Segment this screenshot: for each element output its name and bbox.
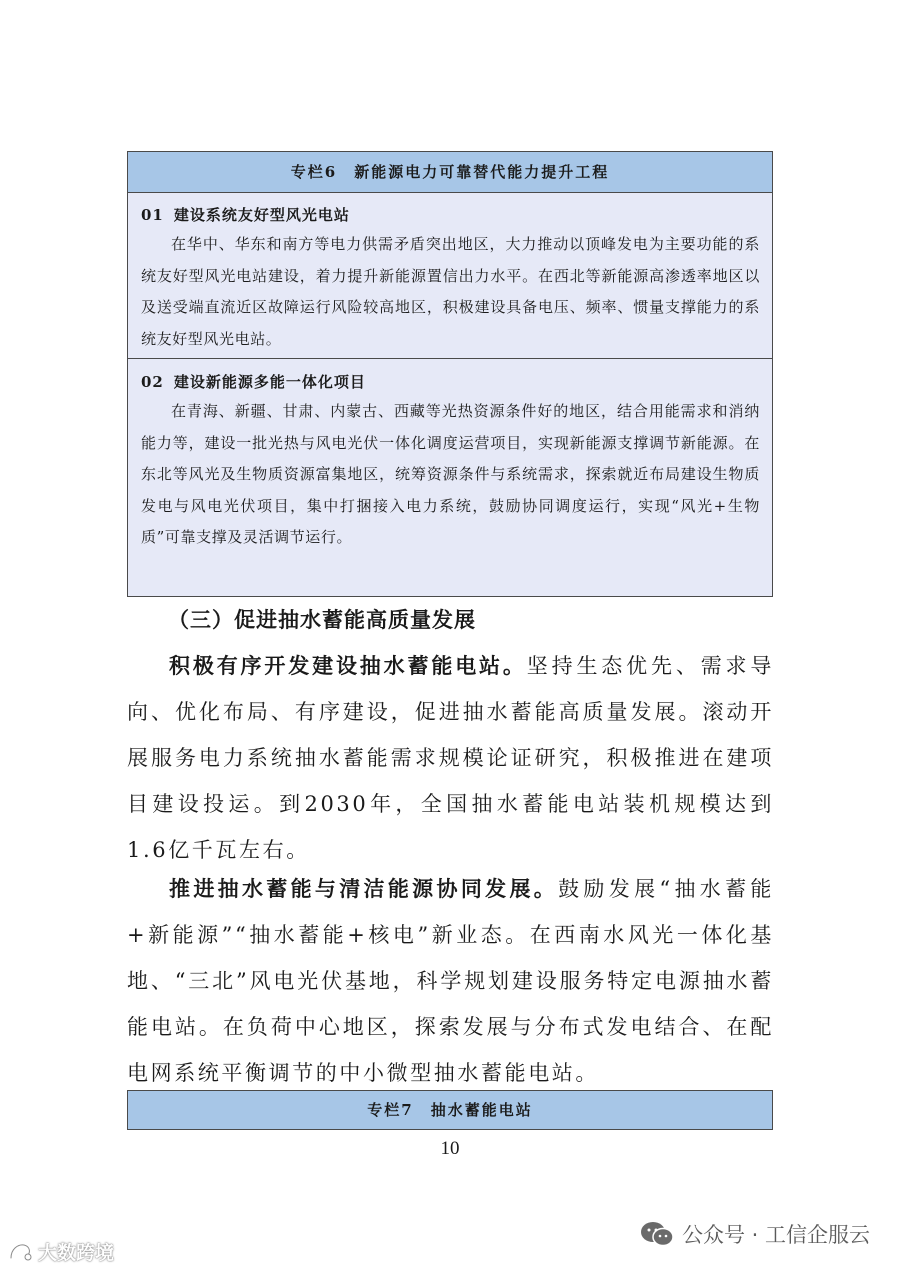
paragraph-2 (127, 866, 774, 1096)
section-number: 02 (141, 373, 164, 391)
paragraph-1 (127, 643, 774, 873)
section-body: 在青海、新疆、甘肃、内蒙古、西藏等光热资源条件好的地区，结合用能需求和消纳能力等，建设一批光热与风电光伏一体化调度运营项目，实现新能源支撑调节新能源。在东北等风光及生物质资源富集地区，统筹资源条件与系统需求，探索就近布局建设生物质发电与风电光伏项目，集中打捆接入电力系统，鼓励协同调度运行，实现“风光+生物质”可靠支撑及灵活调节运行。 (141, 402, 760, 546)
column-box-6 (127, 151, 773, 597)
section-title (141, 201, 760, 229)
paragraph-lead: 积极有序开发建设抽水蓄能电站。 (169, 654, 527, 678)
box6-section-2 (128, 359, 772, 554)
section-title-text: 建设新能源多能一体化项目 (173, 373, 366, 391)
page-number: 10 (440, 1138, 460, 1159)
watermark-wechat (640, 1219, 870, 1249)
box6-section-1 (128, 193, 772, 359)
wechat-icon (640, 1221, 674, 1247)
section-body: 在华中、华东和南方等电力供需矛盾突出地区，大力推动以顶峰发电为主要功能的系统友好型风光电站建设，着力提升新能源置信出力水平。在西北等新能源高渗透率地区以及送受端直流近区故障运行风险较高地区，积极建设具备电压、频率、惯量支撑能力的系统友好型风光电站。 (141, 235, 760, 348)
section-title (141, 368, 760, 396)
paragraph-lead: 推进抽水蓄能与清洁能源协同发展。 (169, 877, 559, 901)
paragraph-text: 鼓励发展“抽水蓄能+新能源”“抽水蓄能+核电”新业态。在西南水风光一体化基地、“三北”风电光伏基地，科学规划建设服务特定电源抽水蓄能电站。在负荷中心地区，探索发展与分布式发电结合、在配电网系统平衡调节的中小微型抽水蓄能电站。 (127, 877, 774, 1085)
section-heading: （三）促进抽水蓄能高质量发展 (168, 608, 476, 632)
logo-icon (8, 1241, 34, 1263)
paragraph-text: 坚持生态优先、需求导向、优化布局、有序建设，促进抽水蓄能高质量发展。滚动开展服务电力系统抽水蓄能需求规模论证研究，积极推进在建项目建设投运。到2030年，全国抽水蓄能电站装机规模达到1.6亿千瓦左右。 (127, 654, 774, 862)
watermark-text: 公众号 · 工信企服云 (681, 1223, 870, 1247)
box6-title: 专栏6 新能源电力可靠替代能力提升工程 (128, 152, 772, 193)
section-number: 01 (141, 206, 164, 224)
watermark-logo (8, 1238, 114, 1265)
section-title-text: 建设系统友好型风光电站 (173, 206, 350, 224)
column-box-7-title: 专栏7 抽水蓄能电站 (127, 1090, 773, 1130)
watermark-text: 大数跨境 (38, 1242, 115, 1264)
